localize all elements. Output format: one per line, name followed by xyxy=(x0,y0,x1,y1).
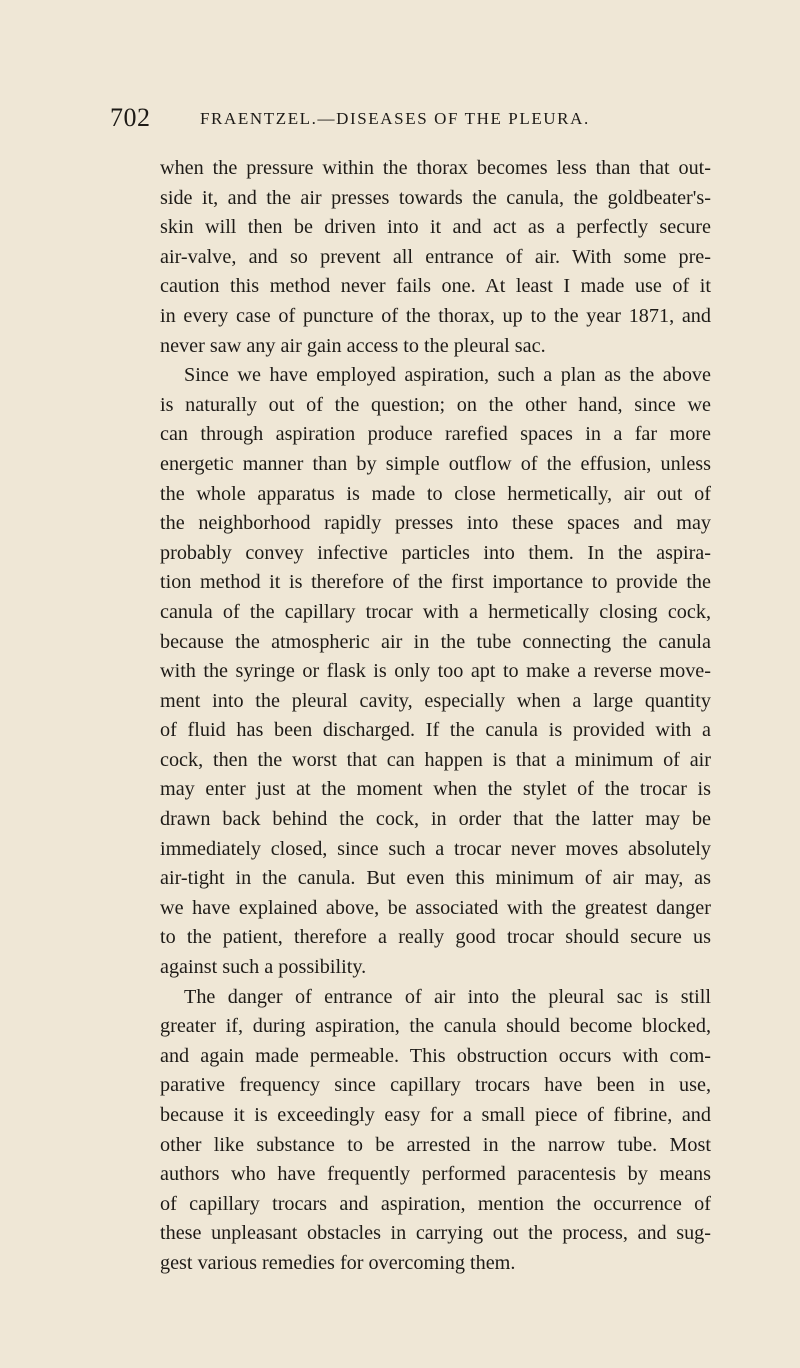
text-line: caution this method never fails one. At least I made use of it xyxy=(160,275,711,298)
text-line: we have explained above, be associated with the greatest danger xyxy=(160,896,711,919)
text-line: when the pressure within the thorax becomes less than that out- xyxy=(160,157,711,179)
body-text xyxy=(160,154,711,1279)
text-line: may enter just at the moment when the stylet of the trocar is xyxy=(160,778,711,801)
text-line: drawn back behind the cock, in order that the latter may be xyxy=(160,808,711,831)
running-head: FRAENTZEL.—DISEASES OF THE PLEURA. xyxy=(200,109,590,128)
text-line: of fluid has been discharged. If the canula is provided with a xyxy=(160,719,711,742)
paragraph xyxy=(160,983,711,1279)
text-line: in every case of puncture of the thorax, up to the year 1871, and xyxy=(160,304,711,327)
text-line: gest various remedies for overcoming them. xyxy=(160,1251,516,1274)
text-line: tion method it is therefore of the first importance to provide the xyxy=(160,571,711,594)
text-line: parative frequency since capillary trocars have been in use, xyxy=(160,1074,711,1097)
text-line: these unpleasant obstacles in carrying out the process, and sug- xyxy=(160,1222,711,1245)
page-number: 702 xyxy=(110,103,151,132)
text-line: against such a possibility. xyxy=(160,956,367,979)
text-line: other like substance to be arrested in the narrow tube. Most xyxy=(160,1133,711,1156)
text-line: the whole apparatus is made to close hermetically, air out of xyxy=(160,482,711,505)
text-line: canula of the capillary trocar with a hermetically closing cock, xyxy=(160,600,711,623)
text-line: can through aspiration produce rarefied spaces in a far more xyxy=(160,423,711,446)
text-line: to the patient, therefore a really good trocar should secure us xyxy=(160,926,711,949)
text-line: the neighborhood rapidly presses into these spaces and may xyxy=(160,512,711,535)
text-line: ment into the pleural cavity, especially when a large quantity xyxy=(160,689,711,712)
text-line: immediately closed, since such a trocar never moves absolutely xyxy=(160,837,711,860)
text-line: because it is exceedingly easy for a small piece of fibrine, and xyxy=(160,1104,711,1126)
text-line: greater if, during aspiration, the canula should become blocked, xyxy=(160,1015,711,1038)
text-line: with the syringe or flask is only too apt to make a reverse move- xyxy=(160,660,711,683)
text-line: and again made permeable. This obstruction occurs with com- xyxy=(160,1044,711,1067)
text-line: air-valve, and so prevent all entrance of air. With some pre- xyxy=(160,245,711,268)
page-header xyxy=(110,103,710,143)
text-line: air-tight in the canula. But even this minimum of air may, as xyxy=(160,867,711,890)
text-line: authors who have frequently performed paracentesis by means xyxy=(160,1163,711,1186)
text-line: of capillary trocars and aspiration, mention the occurrence of xyxy=(160,1192,711,1215)
text-line: cock, then the worst that can happen is that a minimum of air xyxy=(160,748,711,771)
paragraph xyxy=(160,361,711,982)
text-line: skin will then be driven into it and act as a perfectly secure xyxy=(160,216,711,239)
text-line: The danger of entrance of air into the pleural sac is still xyxy=(184,985,711,1008)
text-line: is naturally out of the question; on the other hand, since we xyxy=(160,393,711,416)
text-line: probably convey infective particles into them. In the aspira- xyxy=(160,541,711,564)
text-line: never saw any air gain access to the pleural sac. xyxy=(160,334,546,357)
text-line: energetic manner than by simple outflow of the effusion, unless xyxy=(160,452,711,475)
paragraph xyxy=(160,154,711,361)
text-line: Since we have employed aspiration, such a plan as the above xyxy=(184,364,711,387)
text-line: side it, and the air presses towards the canula, the goldbeater's- xyxy=(160,186,711,209)
text-line: because the atmospheric air in the tube connecting the canula xyxy=(160,630,711,653)
